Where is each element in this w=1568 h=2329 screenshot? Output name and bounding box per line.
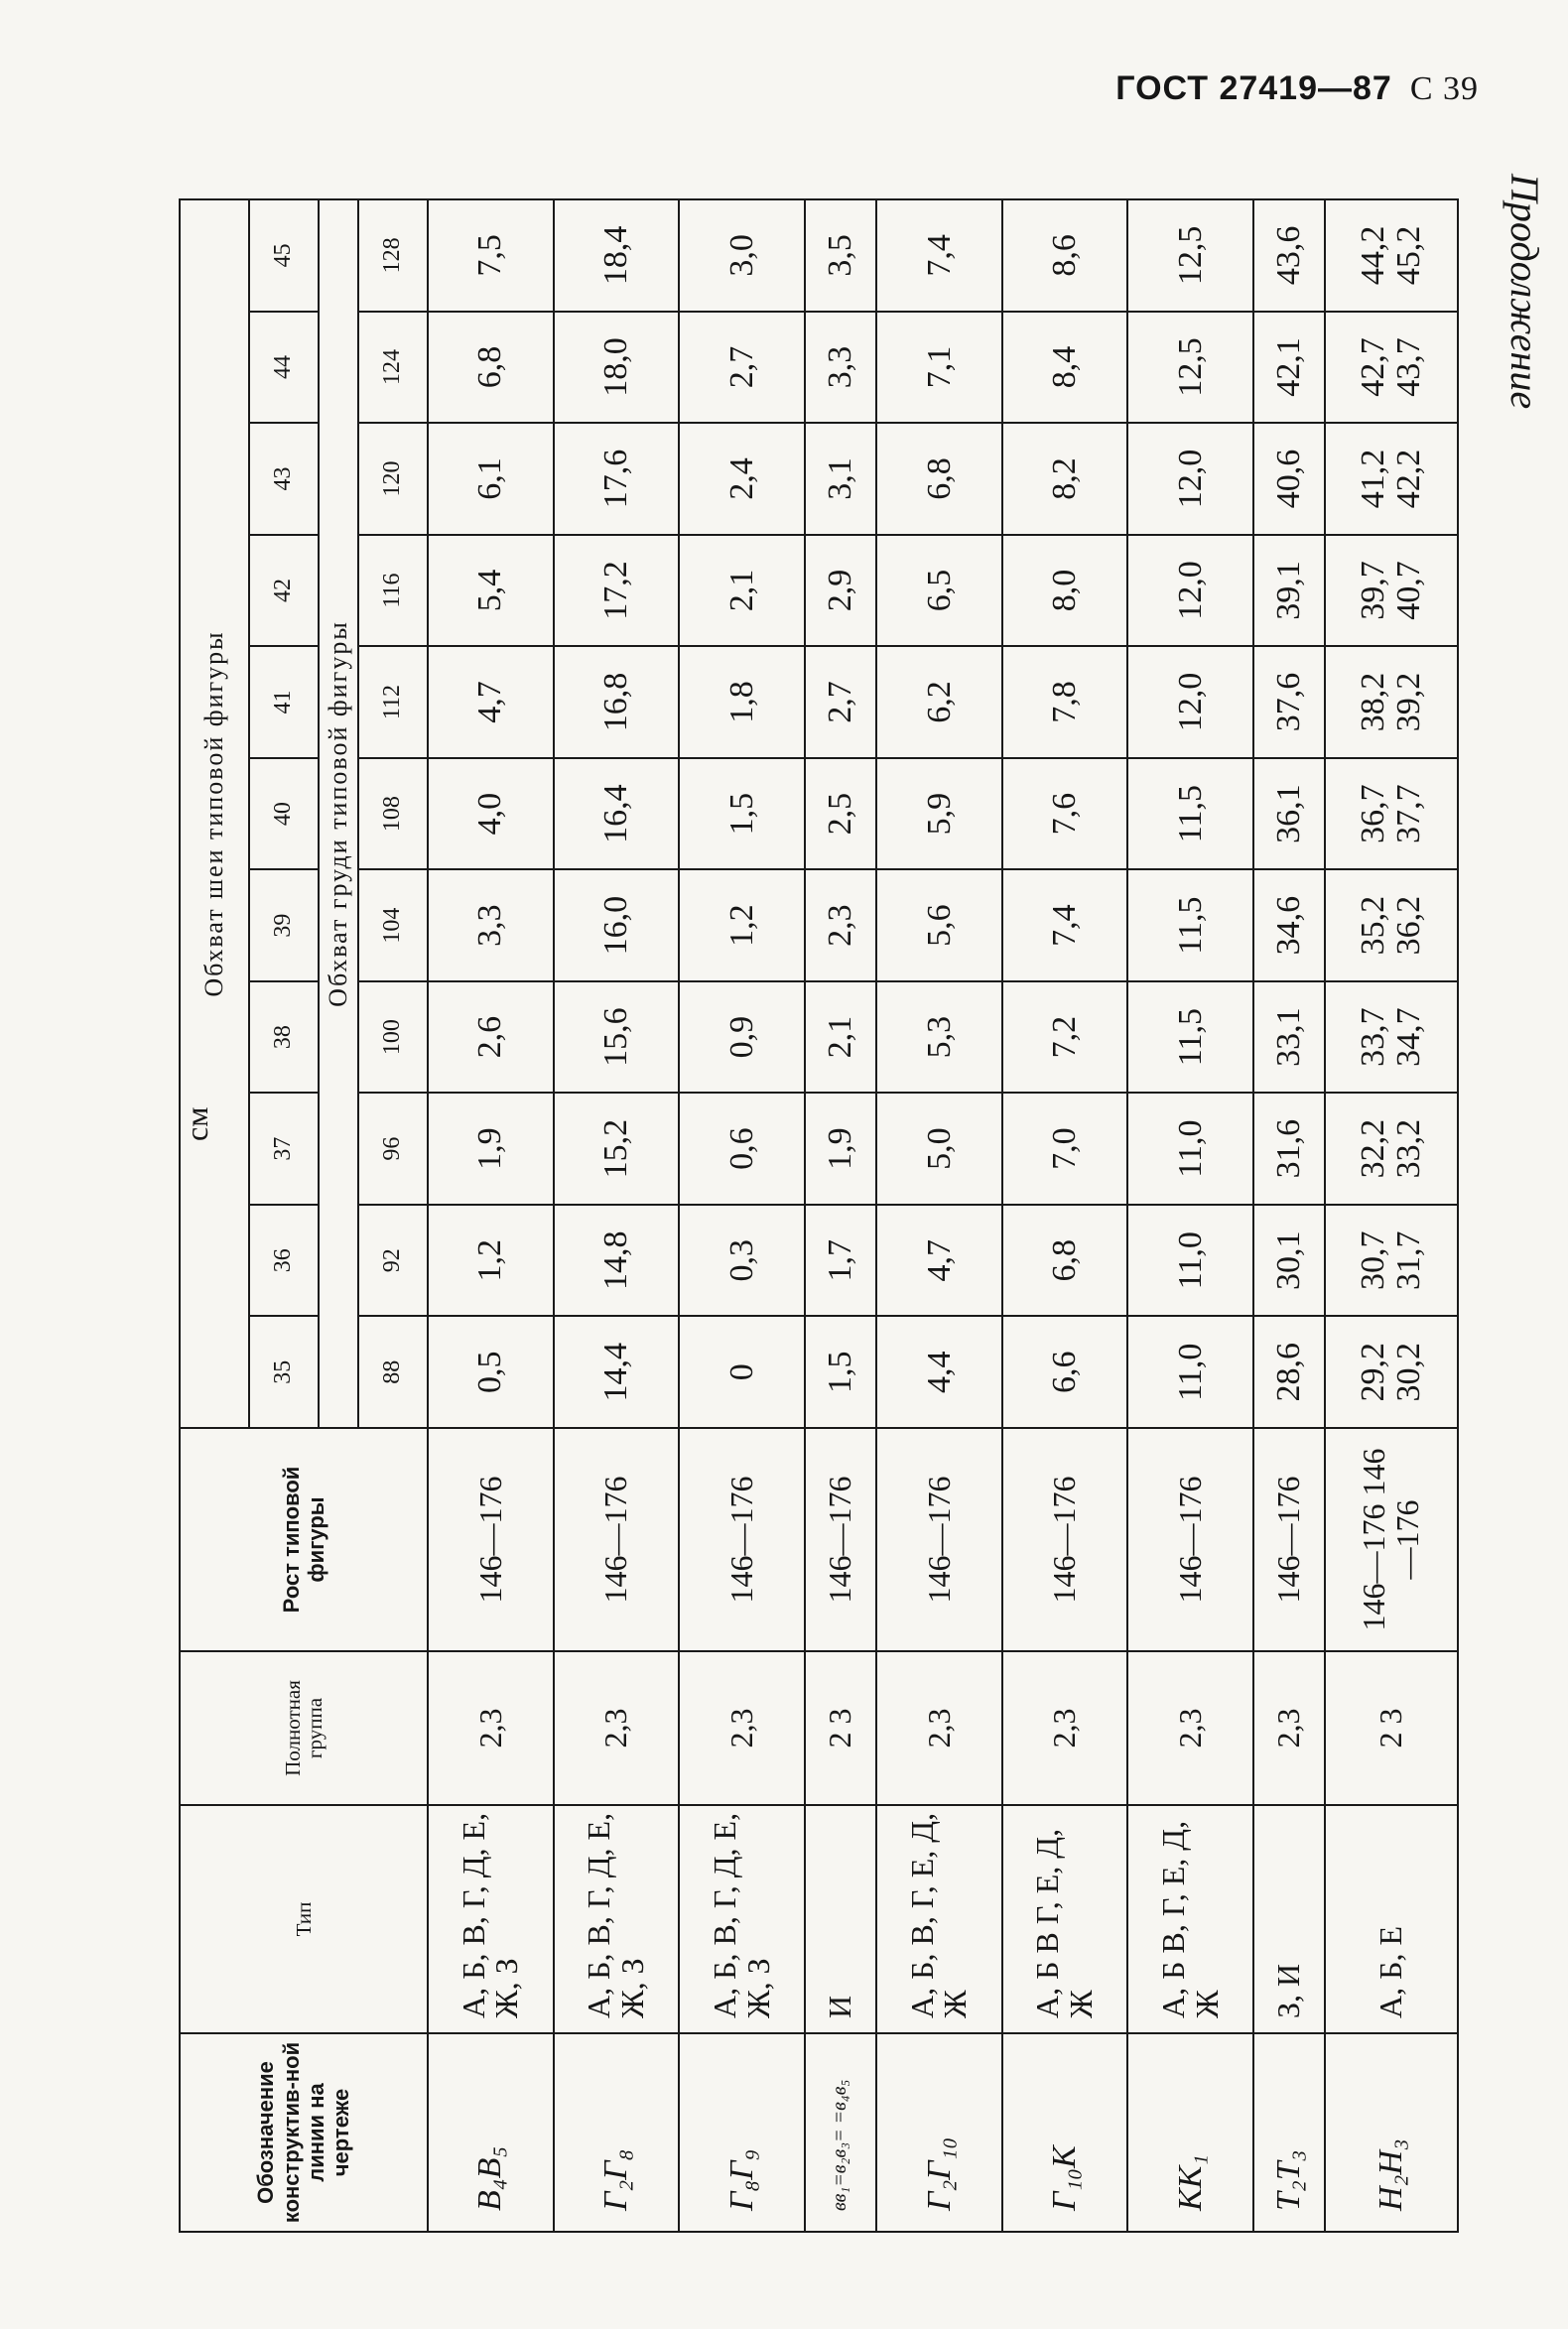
bust-size-88: 88 bbox=[358, 1316, 428, 1428]
table-row bbox=[876, 199, 1002, 2232]
value-cell: 4,7 bbox=[876, 1205, 1002, 1317]
header-type: Тип bbox=[180, 1805, 428, 2033]
table-row bbox=[1325, 199, 1458, 2232]
value-cell: 5,0 bbox=[876, 1093, 1002, 1205]
value-cell: 30,1 bbox=[1253, 1205, 1325, 1317]
value-cell: 12,0 bbox=[1127, 423, 1253, 535]
figure-type: И bbox=[805, 1805, 876, 2033]
line-designation: вв₁=в₂в₃= =в₄в₅ bbox=[805, 2033, 876, 2232]
value-cell: 1,2 bbox=[428, 1205, 554, 1317]
value-cell: 6,8 bbox=[1002, 1205, 1128, 1317]
value-cell: 7,5 bbox=[428, 199, 554, 312]
fullness-group: 2,3 bbox=[428, 1651, 554, 1805]
figure-height: 146—176 bbox=[554, 1428, 680, 1651]
value-cell: 42,7 43,7 bbox=[1325, 312, 1458, 424]
table-row bbox=[1127, 199, 1253, 2232]
bust-size-96: 96 bbox=[358, 1093, 428, 1205]
table-row bbox=[554, 199, 680, 2232]
value-cell: 31,6 bbox=[1253, 1093, 1325, 1205]
value-cell: 7,0 bbox=[1002, 1093, 1128, 1205]
line-designation: Г₈Г₉ bbox=[679, 2033, 805, 2232]
value-cell: 12,0 bbox=[1127, 535, 1253, 647]
table-row bbox=[805, 199, 876, 2232]
value-cell: 4,0 bbox=[428, 758, 554, 870]
value-cell: 2,9 bbox=[805, 535, 876, 647]
neck-size-40: 40 bbox=[249, 758, 319, 870]
fullness-group: 2,3 bbox=[1253, 1651, 1325, 1805]
value-cell: 16,8 bbox=[554, 646, 680, 758]
value-cell: 15,6 bbox=[554, 981, 680, 1094]
bust-size-108: 108 bbox=[358, 758, 428, 870]
line-designation: Г₁₀К bbox=[1002, 2033, 1128, 2232]
value-cell: 2,1 bbox=[805, 981, 876, 1094]
value-cell: 11,5 bbox=[1127, 981, 1253, 1094]
value-cell: 4,7 bbox=[428, 646, 554, 758]
value-cell: 2,3 bbox=[805, 869, 876, 981]
line-designation: Г₂Г₈ bbox=[554, 2033, 680, 2232]
value-cell: 7,1 bbox=[876, 312, 1002, 424]
neck-size-39: 39 bbox=[249, 869, 319, 981]
value-cell: 1,9 bbox=[805, 1093, 876, 1205]
line-designation: Т₂Т₃ bbox=[1253, 2033, 1325, 2232]
value-cell: 6,5 bbox=[876, 535, 1002, 647]
value-cell: 11,5 bbox=[1127, 758, 1253, 870]
value-cell: 44,2 45,2 bbox=[1325, 199, 1458, 312]
figure-type: А, Б, В, Г, Д, Е, Ж, З bbox=[554, 1805, 680, 2033]
value-cell: 17,6 bbox=[554, 423, 680, 535]
value-cell: 33,7 34,7 bbox=[1325, 981, 1458, 1094]
value-cell: 14,4 bbox=[554, 1316, 680, 1428]
line-designation: Г₂Г₁₀ bbox=[876, 2033, 1002, 2232]
value-cell: 0,9 bbox=[679, 981, 805, 1094]
figure-height: 146—176 bbox=[876, 1428, 1002, 1651]
value-cell: 8,2 bbox=[1002, 423, 1128, 535]
value-cell: 34,6 bbox=[1253, 869, 1325, 981]
fullness-group: 2 3 bbox=[1325, 1651, 1458, 1805]
fullness-group: 2,3 bbox=[679, 1651, 805, 1805]
value-cell: 17,2 bbox=[554, 535, 680, 647]
value-cell: 2,5 bbox=[805, 758, 876, 870]
value-cell: 1,5 bbox=[805, 1316, 876, 1428]
figure-type: А, Б В, Г, Е, Д, Ж bbox=[1127, 1805, 1253, 2033]
figure-height: 146—176 bbox=[1002, 1428, 1128, 1651]
value-cell: 35,2 36,2 bbox=[1325, 869, 1458, 981]
value-cell: 32,2 33,2 bbox=[1325, 1093, 1458, 1205]
page-number: С 39 bbox=[1409, 70, 1479, 107]
value-cell: 0,3 bbox=[679, 1205, 805, 1317]
value-cell: 14,8 bbox=[554, 1205, 680, 1317]
value-cell: 12,5 bbox=[1127, 312, 1253, 424]
figure-height: 146—176 bbox=[679, 1428, 805, 1651]
fullness-group: 2,3 bbox=[876, 1651, 1002, 1805]
value-cell: 3,1 bbox=[805, 423, 876, 535]
measurements-table bbox=[179, 198, 1459, 2233]
continuation-label: Продолжение bbox=[1503, 174, 1547, 410]
value-cell: 11,5 bbox=[1127, 869, 1253, 981]
value-cell: 42,1 bbox=[1253, 312, 1325, 424]
neck-size-38: 38 bbox=[249, 981, 319, 1094]
value-cell: 3,3 bbox=[805, 312, 876, 424]
fullness-group: 2,3 bbox=[1127, 1651, 1253, 1805]
value-cell: 6,8 bbox=[876, 423, 1002, 535]
table-row bbox=[1002, 199, 1128, 2232]
value-cell: 11,0 bbox=[1127, 1316, 1253, 1428]
value-cell: 5,3 bbox=[876, 981, 1002, 1094]
value-cell: 1,8 bbox=[679, 646, 805, 758]
bust-size-100: 100 bbox=[358, 981, 428, 1094]
value-cell: 18,4 bbox=[554, 199, 680, 312]
bust-size-112: 112 bbox=[358, 646, 428, 758]
value-cell: 33,1 bbox=[1253, 981, 1325, 1094]
figure-height: 146—176 bbox=[1127, 1428, 1253, 1651]
value-cell: 2,6 bbox=[428, 981, 554, 1094]
header-bust-group: Обхват груди типовой фигуры bbox=[319, 199, 358, 1428]
value-cell: 6,8 bbox=[428, 312, 554, 424]
value-cell: 28,6 bbox=[1253, 1316, 1325, 1428]
line-designation: Н₂Н₃ bbox=[1325, 2033, 1458, 2232]
value-cell: 4,4 bbox=[876, 1316, 1002, 1428]
value-cell: 2,7 bbox=[679, 312, 805, 424]
value-cell: 18,0 bbox=[554, 312, 680, 424]
value-cell: 1,9 bbox=[428, 1093, 554, 1205]
header-group: Полнотная группа bbox=[180, 1651, 428, 1805]
figure-height: 146—176 bbox=[1253, 1428, 1325, 1651]
value-cell: 5,9 bbox=[876, 758, 1002, 870]
value-cell: 12,0 bbox=[1127, 646, 1253, 758]
value-cell: 39,7 40,7 bbox=[1325, 535, 1458, 647]
bust-size-104: 104 bbox=[358, 869, 428, 981]
value-cell: 2,7 bbox=[805, 646, 876, 758]
figure-type: З, И bbox=[1253, 1805, 1325, 2033]
neck-size-36: 36 bbox=[249, 1205, 319, 1317]
value-cell: 30,7 31,7 bbox=[1325, 1205, 1458, 1317]
figure-type: А, Б В Г, Е, Д, Ж bbox=[1002, 1805, 1128, 2033]
value-cell: 36,7 37,7 bbox=[1325, 758, 1458, 870]
table-row bbox=[679, 199, 805, 2232]
header-height: Рост типовой фигуры bbox=[180, 1428, 428, 1651]
figure-type: А, Б, В, Г, Д, Е, Ж, З bbox=[428, 1805, 554, 2033]
value-cell: 40,6 bbox=[1253, 423, 1325, 535]
figure-height: 146—176 146—176 bbox=[1325, 1428, 1458, 1651]
figure-height: 146—176 bbox=[428, 1428, 554, 1651]
value-cell: 0 bbox=[679, 1316, 805, 1428]
page-header bbox=[1115, 69, 1479, 108]
table-row bbox=[428, 199, 554, 2232]
neck-size-42: 42 bbox=[249, 535, 319, 647]
value-cell: 8,6 bbox=[1002, 199, 1128, 312]
value-cell: 2,4 bbox=[679, 423, 805, 535]
fullness-group: 2,3 bbox=[554, 1651, 680, 1805]
value-cell: 7,2 bbox=[1002, 981, 1128, 1094]
header-neck-group: Обхват шеи типовой фигуры bbox=[180, 199, 249, 1428]
line-designation: В₄В₅ bbox=[428, 2033, 554, 2232]
value-cell: 39,1 bbox=[1253, 535, 1325, 647]
header-designation: Обозначение конструктив-ной линии на чертеже bbox=[180, 2033, 428, 2232]
neck-size-43: 43 bbox=[249, 423, 319, 535]
value-cell: 15,2 bbox=[554, 1093, 680, 1205]
value-cell: 3,5 bbox=[805, 199, 876, 312]
neck-size-41: 41 bbox=[249, 646, 319, 758]
value-cell: 2,1 bbox=[679, 535, 805, 647]
value-cell: 1,7 bbox=[805, 1205, 876, 1317]
value-cell: 41,2 42,2 bbox=[1325, 423, 1458, 535]
neck-size-45: 45 bbox=[249, 199, 319, 312]
table-row bbox=[1253, 199, 1325, 2232]
value-cell: 0,5 bbox=[428, 1316, 554, 1428]
value-cell: 6,6 bbox=[1002, 1316, 1128, 1428]
value-cell: 29,2 30,2 bbox=[1325, 1316, 1458, 1428]
value-cell: 0,6 bbox=[679, 1093, 805, 1205]
value-cell: 38,2 39,2 bbox=[1325, 646, 1458, 758]
figure-type: А, Б, В, Г, Е, Д, Ж bbox=[876, 1805, 1002, 2033]
value-cell: 7,4 bbox=[1002, 869, 1128, 981]
value-cell: 7,4 bbox=[876, 199, 1002, 312]
bust-size-116: 116 bbox=[358, 535, 428, 647]
value-cell: 11,0 bbox=[1127, 1093, 1253, 1205]
neck-size-44: 44 bbox=[249, 312, 319, 424]
fullness-group: 2 3 bbox=[805, 1651, 876, 1805]
fullness-group: 2,3 bbox=[1002, 1651, 1128, 1805]
line-designation: КК₁ bbox=[1127, 2033, 1253, 2232]
value-cell: 1,5 bbox=[679, 758, 805, 870]
value-cell: 43,6 bbox=[1253, 199, 1325, 312]
value-cell: 3,0 bbox=[679, 199, 805, 312]
bust-size-128: 128 bbox=[358, 199, 428, 312]
bust-size-92: 92 bbox=[358, 1205, 428, 1317]
value-cell: 11,0 bbox=[1127, 1205, 1253, 1317]
table-body bbox=[428, 199, 1458, 2232]
neck-size-35: 35 bbox=[249, 1316, 319, 1428]
bust-size-124: 124 bbox=[358, 312, 428, 424]
neck-size-37: 37 bbox=[249, 1093, 319, 1205]
value-cell: 8,4 bbox=[1002, 312, 1128, 424]
figure-type: А, Б, В, Г, Д, Е, Ж, З bbox=[679, 1805, 805, 2033]
value-cell: 16,4 bbox=[554, 758, 680, 870]
value-cell: 5,4 bbox=[428, 535, 554, 647]
value-cell: 8,0 bbox=[1002, 535, 1128, 647]
value-cell: 7,8 bbox=[1002, 646, 1128, 758]
units-label: см bbox=[179, 1106, 214, 1141]
figure-type: А, Б, Е bbox=[1325, 1805, 1458, 2033]
bust-size-120: 120 bbox=[358, 423, 428, 535]
value-cell: 3,3 bbox=[428, 869, 554, 981]
value-cell: 5,6 bbox=[876, 869, 1002, 981]
value-cell: 7,6 bbox=[1002, 758, 1128, 870]
value-cell: 37,6 bbox=[1253, 646, 1325, 758]
rotated-table-wrapper bbox=[179, 198, 1459, 2233]
figure-height: 146—176 bbox=[805, 1428, 876, 1651]
value-cell: 12,5 bbox=[1127, 199, 1253, 312]
value-cell: 6,1 bbox=[428, 423, 554, 535]
value-cell: 1,2 bbox=[679, 869, 805, 981]
value-cell: 16,0 bbox=[554, 869, 680, 981]
value-cell: 36,1 bbox=[1253, 758, 1325, 870]
value-cell: 6,2 bbox=[876, 646, 1002, 758]
standard-title: ГОСТ 27419—87 bbox=[1115, 69, 1392, 107]
